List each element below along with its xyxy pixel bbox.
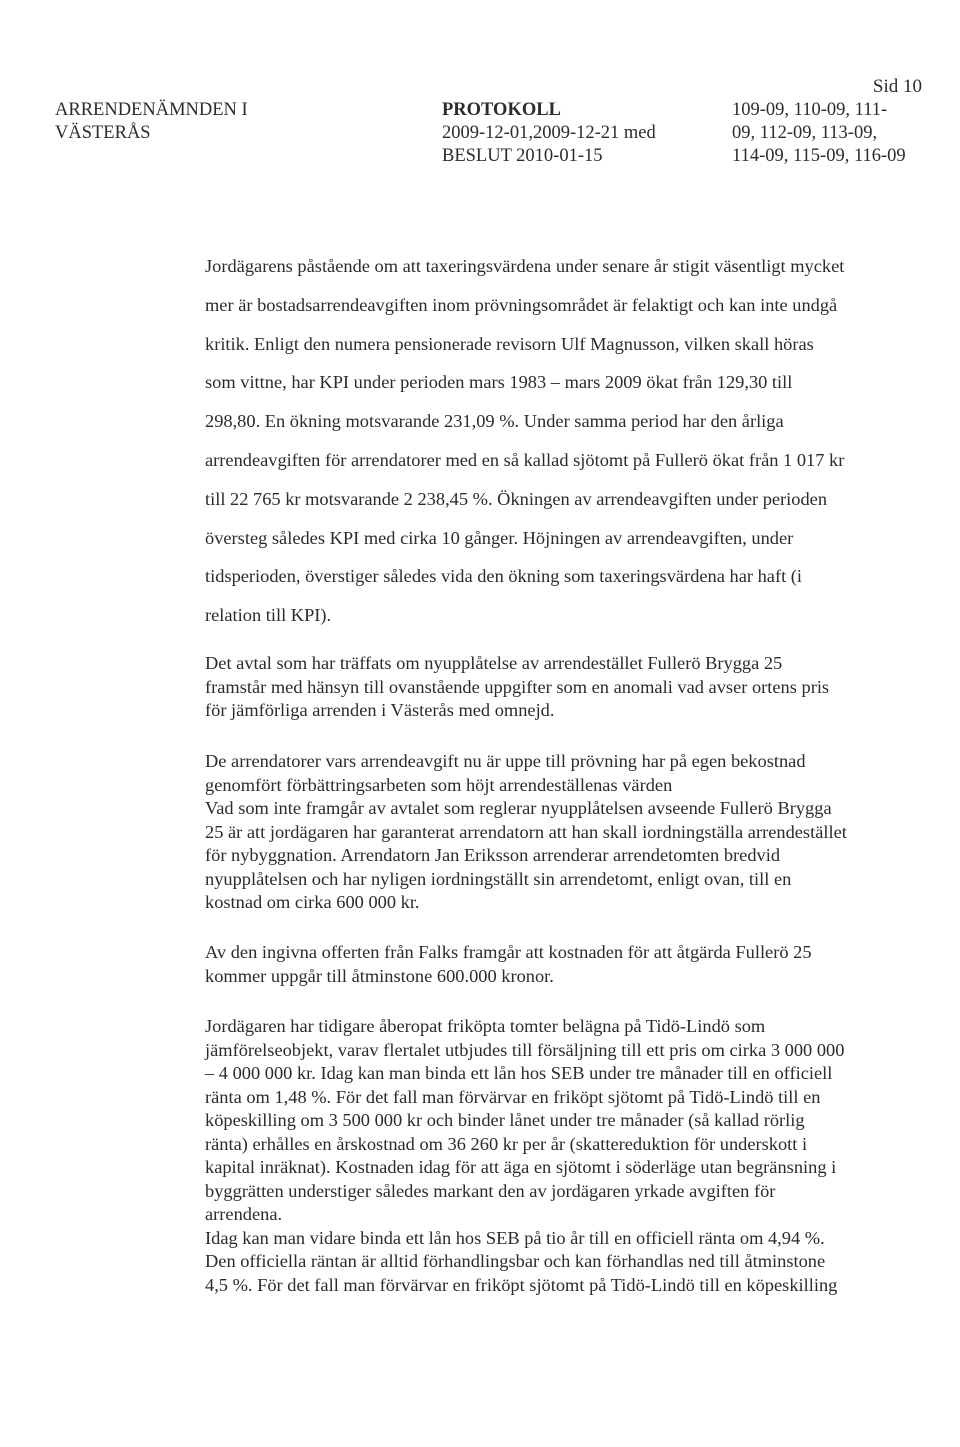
text-line: arrendeavgiften för arrendatorer med en så kallad sjötomt på Fullerö ökat från 1 017 kr xyxy=(205,449,845,470)
text-line: mer är bostadsarrendeavgiften inom prövningsområdet är felaktigt och kan inte undgå xyxy=(205,294,838,315)
text-line: Vad som inte framgår av avtalet som reglerar nyupplåtelsen avseende Fullerö Brygga xyxy=(205,798,832,818)
document-type xyxy=(442,99,656,168)
text-line: för nybyggnation. Arrendatorn Jan Eriksson arrenderar arrendetomten bredvid xyxy=(205,845,781,865)
text-line: 25 är att jordägaren har garanterat arrendatorn att han skall iordningställa arrendestället xyxy=(205,821,847,842)
text-line: Jordägaren har tidigare åberopat friköpta tomter belägna på Tidö-Lindö som xyxy=(205,1016,766,1036)
text-line: byggrätten understiger således markant den av jordägaren yrkade avgiften för xyxy=(205,1180,776,1201)
text-line: 4,5 %. För det fall man förvärvar en friköpt sjötomt på Tidö-Lindö till en köpeskilling xyxy=(205,1274,838,1295)
page-number: Sid 10 xyxy=(872,76,922,97)
court-name xyxy=(55,99,248,145)
paragraph-comparison-objects xyxy=(205,1015,935,1297)
text-line: De arrendatorer vars arrendeavgift nu är uppe till prövning har på egen bekostnad xyxy=(205,751,806,771)
text-line: ränta) erhålles en årskostnad om 36 260 kr per år (skattereduktion för underskott i xyxy=(205,1133,808,1154)
text-line: till 22 765 kr motsvarande 2 238,45 %. Ökningen av arrendeavgiften under perioden xyxy=(205,488,828,509)
text-line: 298,80. En ökning motsvarande 231,09 %. Under samma period har den årliga xyxy=(205,411,784,432)
text-line: – 4 000 000 kr. Idag kan man binda ett lån hos SEB under tre månader till en officiell xyxy=(205,1063,833,1083)
text-line: genomfört förbättringsarbeten som höjt arrendeställenas värden xyxy=(205,774,673,795)
text-line: arrendena. xyxy=(205,1204,283,1224)
text-line: köpeskilling om 3 500 000 kr och binder lånet under tre månader (så kallad rörlig xyxy=(205,1110,805,1130)
text-line: ränta om 1,48 %. För det fall man förvärvar en friköpt sjötomt på Tidö-Lindö till en xyxy=(205,1086,821,1107)
paragraph-anomaly xyxy=(205,652,935,723)
text-line: Jordägarens påstående om att taxeringsvärdena under senare år stigit väsentligt mycket xyxy=(205,256,845,276)
text-line: Det avtal som har träffats om nyupplåtelse av arrendestället Fullerö Brygga 25 xyxy=(205,653,783,673)
text-line: för jämförliga arrenden i Västerås med omnejd. xyxy=(205,700,555,720)
text-line: jämförelseobjekt, varav flertalet utbjudes till försäljning till ett pris om cirka 3 000 000 xyxy=(205,1039,845,1060)
paragraph-kpi-comparison xyxy=(205,247,935,635)
text-line: nyupplåtelsen och har nyligen iordningställt sin arrendetomt, enligt ovan, till en xyxy=(205,868,792,889)
text-line: kapital inräknat). Kostnaden idag för att äga en sjötomt i söderläge utan begränsning i xyxy=(205,1157,837,1177)
document-dates: 2009-12-01,2009-12-21 med xyxy=(442,123,656,143)
text-line: som vittne, har KPI under perioden mars 1983 – mars 2009 ökat från 129,30 till xyxy=(205,372,793,393)
text-line: relation till KPI). xyxy=(205,605,332,626)
case-numbers-line: 09, 112-09, 113-09, xyxy=(732,123,878,143)
text-line: Idag kan man vidare binda ett lån hos SEB på tio år till en officiell ränta om 4,94 %. xyxy=(205,1227,825,1248)
text-line: översteg således KPI med cirka 10 gånger. Höjningen av arrendeavgiften, under xyxy=(205,527,794,548)
text-line: kostnad om cirka 600 000 kr. xyxy=(205,892,420,912)
text-line: tidsperioden, överstiger således vida den ökning som taxeringsvärdena har haft (i xyxy=(205,566,803,587)
document-title: PROTOKOLL xyxy=(442,100,561,120)
text-line: kritik. Enligt den numera pensionerade revisorn Ulf Magnusson, vilken skall höras xyxy=(205,333,814,354)
case-numbers xyxy=(732,99,906,168)
decision-date: BESLUT 2010-01-15 xyxy=(442,146,603,166)
case-numbers-line: 109-09, 110-09, 111- xyxy=(732,100,888,120)
court-name-line: VÄSTERÅS xyxy=(55,123,151,143)
case-numbers-line: 114-09, 115-09, 116-09 xyxy=(732,146,906,166)
text-line: kommer uppgår till åtminstone 600.000 kronor. xyxy=(205,965,554,986)
paragraph-offer xyxy=(205,941,935,988)
paragraph-improvements xyxy=(205,750,935,915)
court-name-line: ARRENDENÄMNDEN I xyxy=(55,100,248,120)
text-line: Av den ingivna offerten från Falks framgår att kostnaden för att åtgärda Fullerö 25 xyxy=(205,942,812,962)
text-line: Den officiella räntan är alltid förhandlingsbar och kan förhandlas ned till åtminstone xyxy=(205,1251,826,1271)
text-line: framstår med hänsyn till ovanstående uppgifter som en anomali vad avser ortens pris xyxy=(205,676,830,697)
